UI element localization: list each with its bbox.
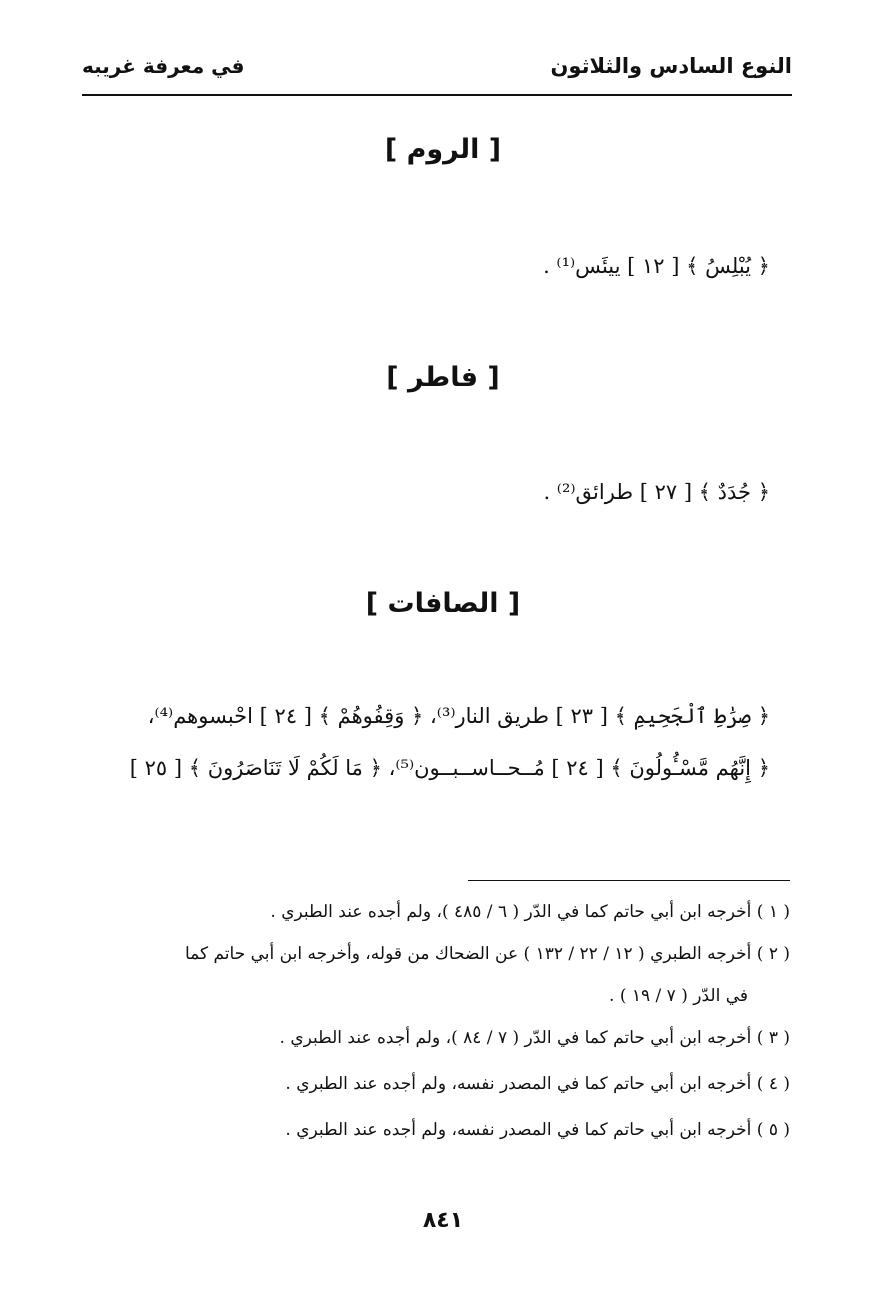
entry-line: ﴿ صِرَٰطِ ٱلْجَحِيمِ ﴾ [ ٢٣ ] طريق النار⁽³⁾، ﴿ وَقِفُوهُمْ ﴾ [ ٢٤ ] احْبسوهم⁽⁴⁾، — [147, 704, 770, 728]
section-title-fatir: [ فاطر ] — [386, 362, 500, 393]
footnote: ( ٣ ) أخرجه ابن أبي حاتم كما في الدّر ( ٧ / ٨٤ )، ولم أجده عند الطبري . — [279, 1028, 790, 1048]
section-title-saffat: [ الصافات ] — [365, 588, 521, 619]
footnote: ( ٤ ) أخرجه ابن أبي حاتم كما في المصدر نفسه، ولم أجده عند الطبري . — [285, 1074, 790, 1094]
header-rule — [82, 94, 792, 96]
entry-line: ﴿ يُبْلِسُ ﴾ [ ١٢ ] ييئَس⁽¹⁾ . — [543, 254, 770, 278]
section-title-rum: [ الروم ] — [384, 134, 502, 165]
running-header — [82, 54, 792, 88]
page-number: ٨٤١ — [422, 1208, 464, 1233]
footnote: ( ٢ ) أخرجه الطبري ( ١٢ / ٢٢ / ١٣٢ ) عن الضحاك من قوله، وأخرجه ابن أبي حاتم كما — [184, 944, 790, 964]
footnote-continuation: في الدّر ( ٧ / ١٩ ) . — [609, 986, 748, 1006]
entry-line: ﴿ إِنَّهُم مَّسْـُٔولُونَ ﴾ [ ٢٤ ] مُــحــاســبــون⁽⁵⁾، ﴿ مَا لَكُمْ لَا تَنَاصَرُونَ ﴾ [ ٢٥ ] — [129, 756, 770, 780]
entry-line: ﴿ جُدَدٌ ﴾ [ ٢٧ ] طرائق⁽²⁾ . — [543, 480, 770, 504]
chapter-title: النوع السادس والثلاثون — [550, 54, 792, 78]
footnote-rule — [468, 880, 790, 881]
topic-title: في معرفة غريبه — [82, 54, 245, 78]
footnote: ( ١ ) أخرجه ابن أبي حاتم كما في الدّر ( ٦ / ٤٨٥ )، ولم أجده عند الطبري . — [270, 902, 790, 922]
footnote: ( ٥ ) أخرجه ابن أبي حاتم كما في المصدر نفسه، ولم أجده عند الطبري . — [285, 1120, 790, 1140]
